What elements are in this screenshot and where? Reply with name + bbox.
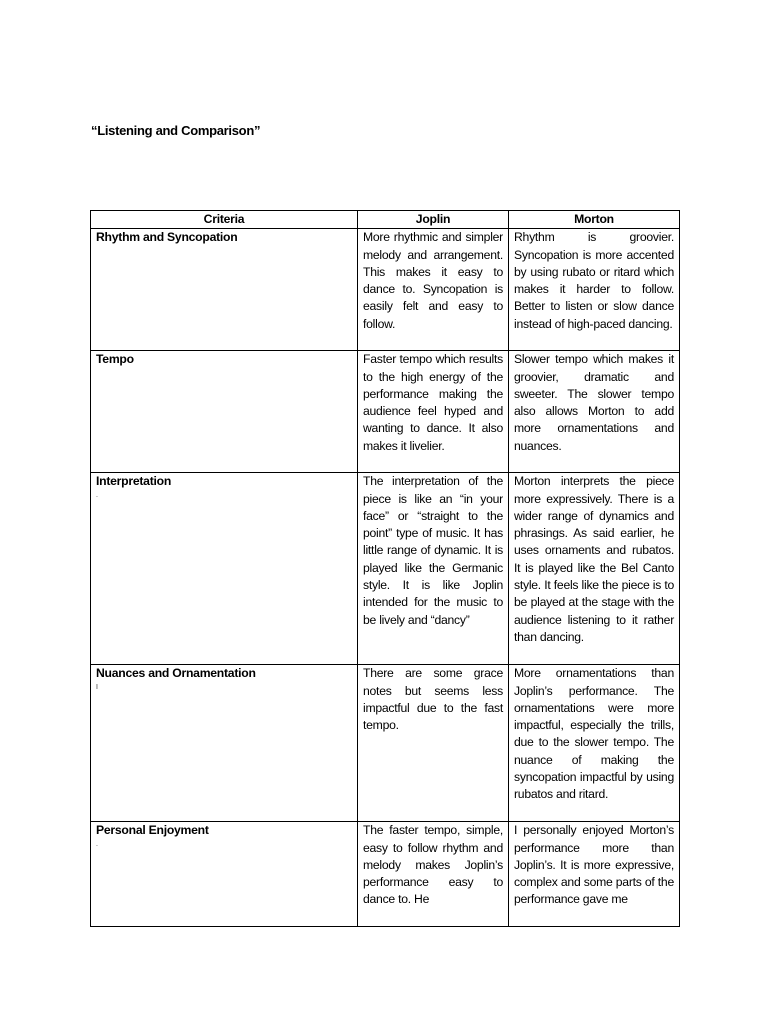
criteria-cell: Tempo — [91, 351, 358, 473]
joplin-cell: The faster tempo, simple, easy to follow rhythm and melody makes Joplin’s performance easy to dance to. He — [358, 822, 509, 927]
stray-mark: I — [96, 683, 98, 691]
joplin-cell: Faster tempo which results to the high energy of the performance making the audience feel hyped and wanting to dance. It also makes it livelier. — [358, 351, 509, 473]
table-row — [91, 351, 680, 473]
criteria-label: Personal Enjoyment — [96, 823, 209, 838]
criteria-cell — [91, 473, 358, 665]
morton-cell: Rhythm is groovier. Syncopation is more accented by using rubato or ritard which makes it harder to follow. Better to listen or slow dance instead of high-paced dancing. — [509, 229, 680, 351]
comparison-table — [90, 210, 680, 927]
criteria-cell — [91, 665, 358, 822]
criteria-cell: Rhythm and Syncopation — [91, 229, 358, 351]
joplin-cell: More rhythmic and simpler melody and arrangement. This makes it easy to dance to. Syncopation is easily felt and easy to follow. — [358, 229, 509, 351]
table-row — [91, 229, 680, 351]
morton-cell: I personally enjoyed Morton’s performance more than Joplin’s. It is more expressive, complex and some parts of the performance gave me — [509, 822, 680, 927]
criteria-label: Nuances and Ornamentation — [96, 666, 256, 681]
table-row — [91, 473, 680, 665]
stray-mark: . — [96, 840, 98, 848]
table-row — [91, 665, 680, 822]
joplin-cell: There are some grace notes but seems less impactful due to the fast tempo. — [358, 665, 509, 822]
table-header-row — [91, 211, 680, 229]
header-morton: Morton — [509, 211, 680, 229]
morton-cell: Slower tempo which makes it groovier, dramatic and sweeter. The slower tempo also allows Morton to add more ornamentations and nuances. — [509, 351, 680, 473]
table-row — [91, 822, 680, 927]
morton-cell: Morton interprets the piece more expressively. There is a wider range of dynamics and phrasings. As said earlier, he uses ornaments and rubatos. It is played like the Bel Canto style. It feels like the piece is to be played at the stage with the audience listening to it rather than dancing. — [509, 473, 680, 665]
header-criteria: Criteria — [91, 211, 358, 229]
criteria-cell — [91, 822, 358, 927]
document-title: “Listening and Comparison” — [91, 123, 261, 138]
joplin-cell: The interpretation of the piece is like an “in your face” or “straight to the point” type of music. It has little range of dynamic. It is played like the Germanic style. It is like Joplin intended for the music to be lively and “dancy” — [358, 473, 509, 665]
header-joplin: Joplin — [358, 211, 509, 229]
morton-cell: More ornamentations than Joplin’s performance. The ornamentations were more impactful, especially the trills, due to the slower tempo. The nuance of making the syncopation impactful by using rubatos and ritard. — [509, 665, 680, 822]
criteria-label: Interpretation — [96, 474, 172, 489]
stray-mark: . — [96, 491, 98, 499]
